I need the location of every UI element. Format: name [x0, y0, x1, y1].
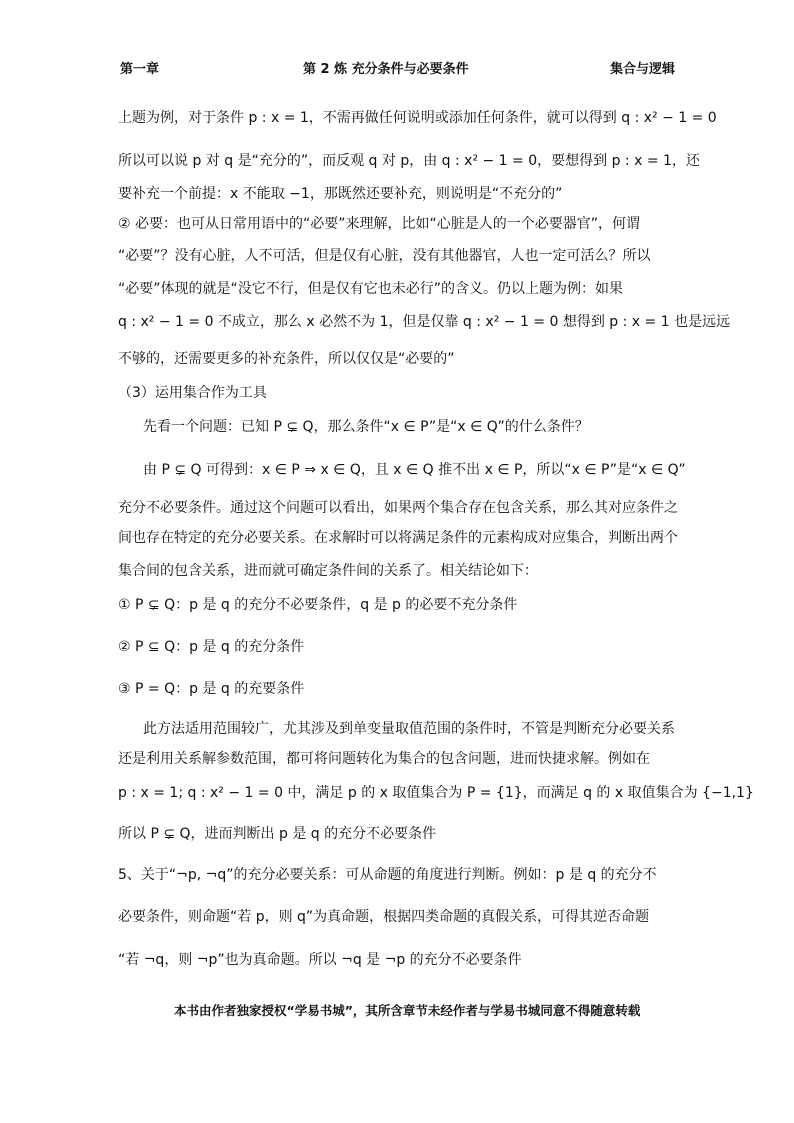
header-lesson-title: 第 2 炼 充分条件与必要条件 — [303, 62, 469, 77]
section-heading-3: （3）运用集合作为工具 — [118, 385, 267, 401]
text-line-7: q : x² − 1 = 0 不成立，那么 x 必然不为 1，但是仅靠 q : x² − 1 = 0 想得到 p : x = 1 也是远远 — [118, 314, 731, 330]
text-line-22: 5、关于“¬p, ¬q”的充分必要关系：可从命题的角度进行判断。例如：p 是 q 的充分不 — [118, 867, 657, 883]
text-line-20: p : x = 1; q : x² − 1 = 0 中，满足 p 的 x 取值集合为 P = {1}，而满足 q 的 x 取值集合为 {−1,1} — [118, 785, 754, 801]
text-line-2: 所以可以说 p 对 q 是“充分的”，而反观 q 对 p，由 q : x² − 1 = 0，要想得到 p : x = 1，还 — [118, 153, 700, 169]
text-line-18: 此方法适用范围较广，尤其涉及到单变量取值范围的条件时，不管是判断充分必要关系 — [143, 721, 675, 737]
text-line-3: 要补充一个前提：x 不能取 −1，那既然还要补充，则说明是“不充分的” — [118, 186, 563, 202]
header-chapter: 第一章 — [120, 62, 160, 77]
conclusion-item-1: ① P ⊊ Q：p 是 q 的充分不必要条件，q 是 p 的必要不充分条件 — [118, 597, 518, 613]
text-line-10: 先看一个问题：已知 P ⊊ Q，那么条件“x ∈ P”是“x ∈ Q”的什么条件？ — [143, 419, 589, 435]
conclusion-item-2: ② P ⊆ Q：p 是 q 的充分条件 — [118, 639, 305, 655]
text-line-12: 充分不必要条件。通过这个问题可以看出，如果两个集合存在包含关系，那么其对应条件之 — [118, 500, 678, 516]
text-line-24: “若 ¬q，则 ¬p”也为真命题。所以 ¬q 是 ¬p 的充分不必要条件 — [118, 952, 522, 968]
conclusion-item-3: ③ P = Q：p 是 q 的充要条件 — [118, 681, 305, 697]
text-line-21: 所以 P ⊊ Q，进而判断出 p 是 q 的充分不必要条件 — [118, 826, 437, 842]
text-line-6: “必要”体现的就是“没它不行，但是仅有它也未必行”的含义。仍以上题为例：如果 — [118, 281, 624, 297]
text-line-5: “必要”？没有心脏，人不可活，但是仅有心脏，没有其他器官，人也一定可活么？所以 — [118, 248, 651, 264]
text-line-23: 必要条件，则命题“若 p，则 q”为真命题，根据四类命题的真假关系，可得其逆否命题 — [118, 909, 650, 925]
text-line-4: ② 必要：也可从日常用语中的“必要”来理解，比如“心脏是人的一个必要器官”，何谓 — [118, 216, 641, 232]
footer-copyright-notice: 本书由作者独家授权“学易书城”，其所含章节未经作者与学易书城同意不得随意转载 — [174, 1003, 641, 1018]
text-line-11: 由 P ⊊ Q 可得到：x ∈ P ⇒ x ∈ Q，且 x ∈ Q 推不出 x ∈ P，所以“x ∈ P”是“x ∈ Q” — [143, 462, 686, 478]
text-line-8: 不够的，还需要更多的补充条件，所以仅仅是“必要的” — [118, 351, 455, 367]
text-line-1: 上题为例，对于条件 p : x = 1，不需再做任何说明或添加任何条件，就可以得到 q : x² − 1 = 0 — [118, 110, 717, 126]
header-topic: 集合与逻辑 — [610, 62, 676, 77]
text-line-14: 集合间的包含关系，进而就可确定条件间的关系了。相关结论如下： — [118, 563, 538, 579]
text-line-19: 还是利用关系解参数范围，都可将问题转化为集合的包含问题，进而快捷求解。例如在 — [118, 751, 650, 767]
text-line-13: 间也存在特定的充分必要关系。在求解时可以将满足条件的元素构成对应集合，判断出两个 — [118, 530, 678, 546]
